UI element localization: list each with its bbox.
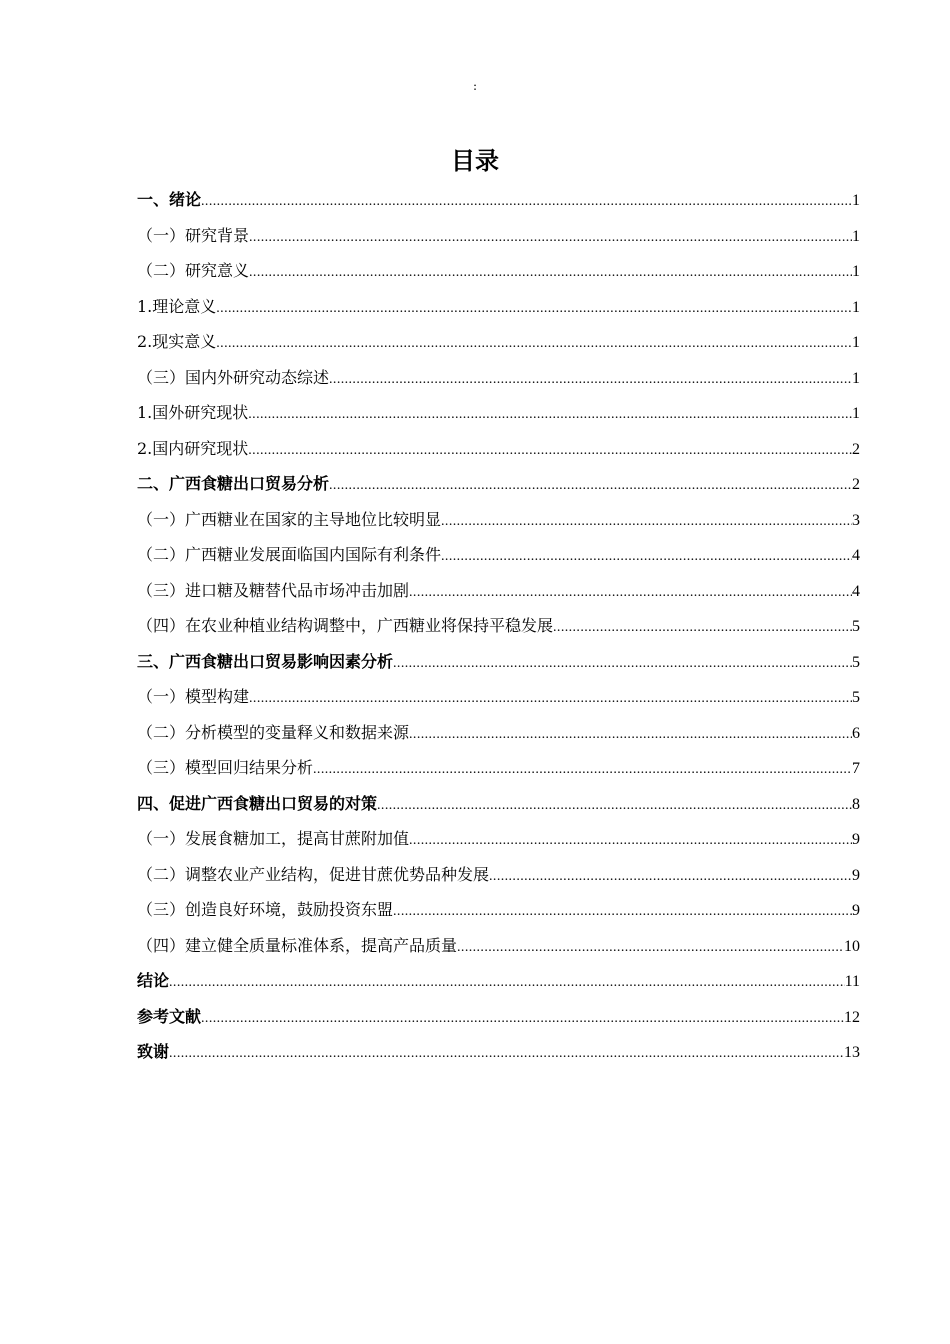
toc-entry[interactable] [137,644,860,680]
toc-dot-leader [169,965,845,999]
toc-dot-leader [441,504,852,538]
toc-dot-leader [169,1036,844,1070]
toc-dot-leader [248,433,852,467]
toc-entry[interactable] [137,857,860,893]
toc-entry-page: 1 [852,369,860,387]
toc-dot-leader [409,575,852,609]
toc-entry-label: 结论 [137,971,170,990]
toc-dot-leader [216,326,852,360]
toc-entry-label: （四）建立健全质量标准体系，提高产品质量 [137,935,458,955]
toc-entry-label: 二、广西食糖出口贸易分析 [137,474,330,493]
toc-entry[interactable] [137,466,860,502]
toc-entry[interactable] [137,289,860,325]
toc-entry[interactable] [137,892,860,928]
header-mark: : [472,79,478,93]
toc-dot-leader [249,255,852,289]
toc-list [137,182,860,1070]
toc-entry-label: 2.现实意义 [137,332,217,351]
toc-entry[interactable] [137,218,860,254]
toc-entry[interactable] [137,324,860,360]
toc-entry-label: （三）国内外研究动态综述 [137,367,330,387]
toc-dot-leader [409,823,852,857]
toc-entry-label: 1.理论意义 [137,296,217,316]
toc-entry-label: 2.国内研究现状 [137,438,249,458]
toc-dot-leader [393,646,852,680]
toc-entry[interactable] [137,1034,860,1070]
toc-entry-label: （二）广西糖业发展面临国内国际有利条件 [137,545,442,564]
toc-entry-label: 四、促进广西食糖出口贸易的对策 [137,793,378,813]
toc-dot-leader [489,859,852,893]
toc-entry[interactable] [137,750,860,786]
toc-dot-leader [248,397,852,431]
toc-entry-page: 1 [852,227,860,245]
toc-dot-leader [377,788,852,822]
toc-entry-page: 9 [852,902,860,919]
toc-title: 目录 [451,147,499,175]
toc-dot-leader [553,610,852,644]
toc-entry[interactable] [137,431,860,467]
toc-dot-leader [249,681,852,715]
toc-entry-label: （三）模型回归结果分析 [137,758,314,777]
toc-entry-page: 4 [852,547,860,564]
toc-entry-page: 8 [852,795,860,813]
toc-entry[interactable] [137,182,860,218]
toc-dot-leader [249,220,852,254]
toc-entry-page: 1 [852,334,860,351]
toc-entry-page: 4 [852,582,860,600]
toc-entry-page: 5 [852,618,860,635]
toc-entry-page: 5 [852,689,860,706]
toc-entry-page: 3 [852,511,860,529]
toc-entry-page: 9 [852,866,860,884]
toc-entry-label: （三）创造良好环境，鼓励投资东盟 [137,900,394,919]
toc-entry-page: 6 [852,724,860,742]
toc-entry[interactable] [137,395,860,431]
toc-dot-leader [201,1001,844,1035]
toc-entry-page: 9 [852,831,860,848]
toc-entry[interactable] [137,253,860,289]
toc-entry-page: 12 [844,1008,860,1026]
toc-entry-page: 1 [852,192,860,209]
toc-entry-page: 10 [844,937,860,955]
toc-entry[interactable] [137,573,860,609]
toc-entry-label: （四）在农业种植业结构调整中，广西糖业将保持平稳发展 [137,616,554,635]
toc-entry-label: （一）研究背景 [137,225,250,245]
toc-entry[interactable] [137,679,860,715]
toc-dot-leader [313,752,852,786]
toc-entry-label: 致谢 [137,1042,170,1061]
toc-entry[interactable] [137,360,860,396]
toc-entry[interactable] [137,786,860,822]
toc-entry[interactable] [137,715,860,751]
toc-entry-page: 13 [844,1044,860,1061]
toc-entry-page: 2 [852,476,860,493]
toc-entry-label: （三）进口糖及糖替代品市场冲击加剧 [137,580,410,600]
toc-dot-leader [201,184,852,218]
toc-entry[interactable] [137,963,860,999]
toc-entry-label: （一）模型构建 [137,687,250,706]
toc-entry-label: 三、广西食糖出口贸易影响因素分析 [137,651,394,671]
toc-entry-label: （一）广西糖业在国家的主导地位比较明显 [137,509,442,529]
toc-dot-leader [216,291,852,325]
toc-entry-label: （二）研究意义 [137,261,250,280]
toc-dot-leader [393,894,852,928]
toc-entry[interactable] [137,999,860,1035]
toc-entry[interactable] [137,502,860,538]
toc-dot-leader [409,717,852,751]
toc-entry-label: 参考文献 [137,1006,202,1026]
toc-entry[interactable] [137,821,860,857]
toc-entry-label: 1.国外研究现状 [137,403,249,422]
toc-entry-page: 5 [852,653,860,671]
toc-entry-page: 1 [852,263,860,280]
toc-entry-page: 1 [852,405,860,422]
toc-entry[interactable] [137,928,860,964]
toc-entry-page: 2 [852,440,860,458]
toc-entry-page: 7 [852,760,860,777]
toc-entry-label: （一）发展食糖加工，提高甘蔗附加值 [137,829,410,848]
toc-entry-label: （二）调整农业产业结构，促进甘蔗优势品种发展 [137,864,490,884]
toc-dot-leader [329,362,852,396]
toc-entry-page: 1 [852,298,860,316]
toc-entry-label: （二）分析模型的变量释义和数据来源 [137,722,410,742]
toc-entry-label: 一、绪论 [137,190,202,209]
toc-dot-leader [457,930,844,964]
toc-dot-leader [441,539,852,573]
toc-entry[interactable] [137,537,860,573]
toc-entry[interactable] [137,608,860,644]
toc-entry-page: 11 [844,973,860,990]
toc-dot-leader [329,468,852,502]
